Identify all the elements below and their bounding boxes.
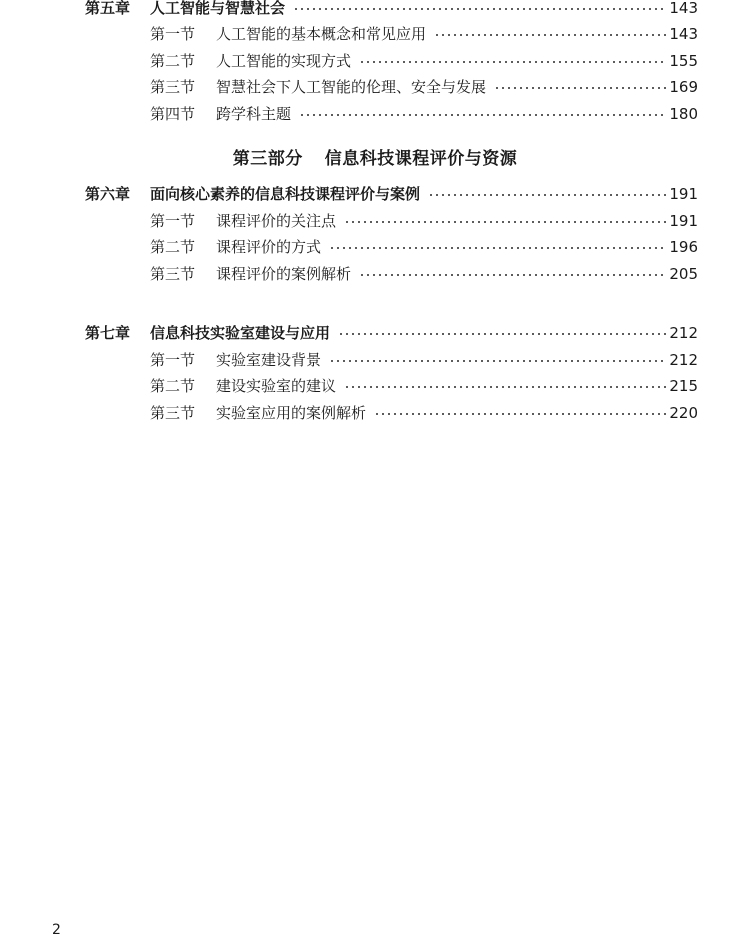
toc-section[interactable] [0,236,750,258]
section-title: 实验室应用的案例解析 [216,404,367,422]
toc-section[interactable] [0,76,750,98]
page-number: 220 [669,404,698,422]
page-number: 196 [669,238,698,256]
page-number: 180 [669,105,698,123]
toc-chapter-5[interactable] [0,0,750,19]
toc-chapter-6[interactable] [0,183,750,205]
toc-section[interactable] [0,402,750,424]
chapter-title: 信息科技实验室建设与应用 [150,324,331,342]
dot-leader [338,333,667,335]
section-label: 第三节 [150,78,196,96]
toc-section[interactable] [0,50,750,72]
dot-leader [494,87,667,89]
section-label: 第一节 [150,351,196,369]
section-label: 第一节 [150,25,196,43]
dot-leader [344,221,667,223]
chapter-title: 面向核心素养的信息科技课程评价与案例 [150,185,421,203]
section-title: 人工智能的实现方式 [216,52,352,70]
toc-section[interactable] [0,23,750,45]
toc-section[interactable] [0,210,750,232]
section-title: 建设实验室的建议 [216,377,337,395]
section-label: 第三节 [150,404,196,422]
page-folio: 2 [52,922,61,938]
page-number: 205 [669,265,698,283]
section-label: 第二节 [150,52,196,70]
section-label: 第二节 [150,377,196,395]
page-number: 143 [669,0,698,17]
page-number: 212 [669,324,698,342]
section-label: 第三节 [150,265,196,283]
section-title: 课程评价的案例解析 [216,265,352,283]
dot-leader [344,386,667,388]
chapter-title: 人工智能与智慧社会 [150,0,286,17]
dot-leader [329,247,667,249]
part-title-text: 信息科技课程评价与资源 [324,149,518,169]
dot-leader [329,360,667,362]
section-title: 跨学科主题 [216,105,292,123]
dot-leader [293,8,667,10]
toc-section[interactable] [0,349,750,371]
page-number: 155 [669,52,698,70]
toc-section[interactable] [0,263,750,285]
page-number: 169 [669,78,698,96]
page-number: 143 [669,25,698,43]
page-number: 212 [669,351,698,369]
section-title: 课程评价的关注点 [216,212,337,230]
section-title: 智慧社会下人工智能的伦理、安全与发展 [216,78,487,96]
page-number: 215 [669,377,698,395]
page-number: 191 [669,212,698,230]
section-title: 实验室建设背景 [216,351,322,369]
dot-leader [428,194,667,196]
section-label: 第一节 [150,212,196,230]
section-label: 第四节 [150,105,196,123]
dot-leader [359,274,667,276]
chapter-label: 第五章 [85,0,131,17]
dot-leader [299,114,667,116]
section-title: 课程评价的方式 [216,238,322,256]
dot-leader [359,61,667,63]
dot-leader [374,413,667,415]
section-title: 人工智能的基本概念和常见应用 [216,25,427,43]
dot-leader [434,34,667,36]
toc-section[interactable] [0,103,750,125]
part-heading[interactable] [0,144,750,168]
toc-chapter-7[interactable] [0,322,750,344]
chapter-label: 第七章 [85,324,131,342]
section-label: 第二节 [150,238,196,256]
toc-section[interactable] [0,375,750,397]
chapter-label: 第六章 [85,185,131,203]
part-label: 第三部分 [232,149,303,169]
page-number: 191 [669,185,698,203]
